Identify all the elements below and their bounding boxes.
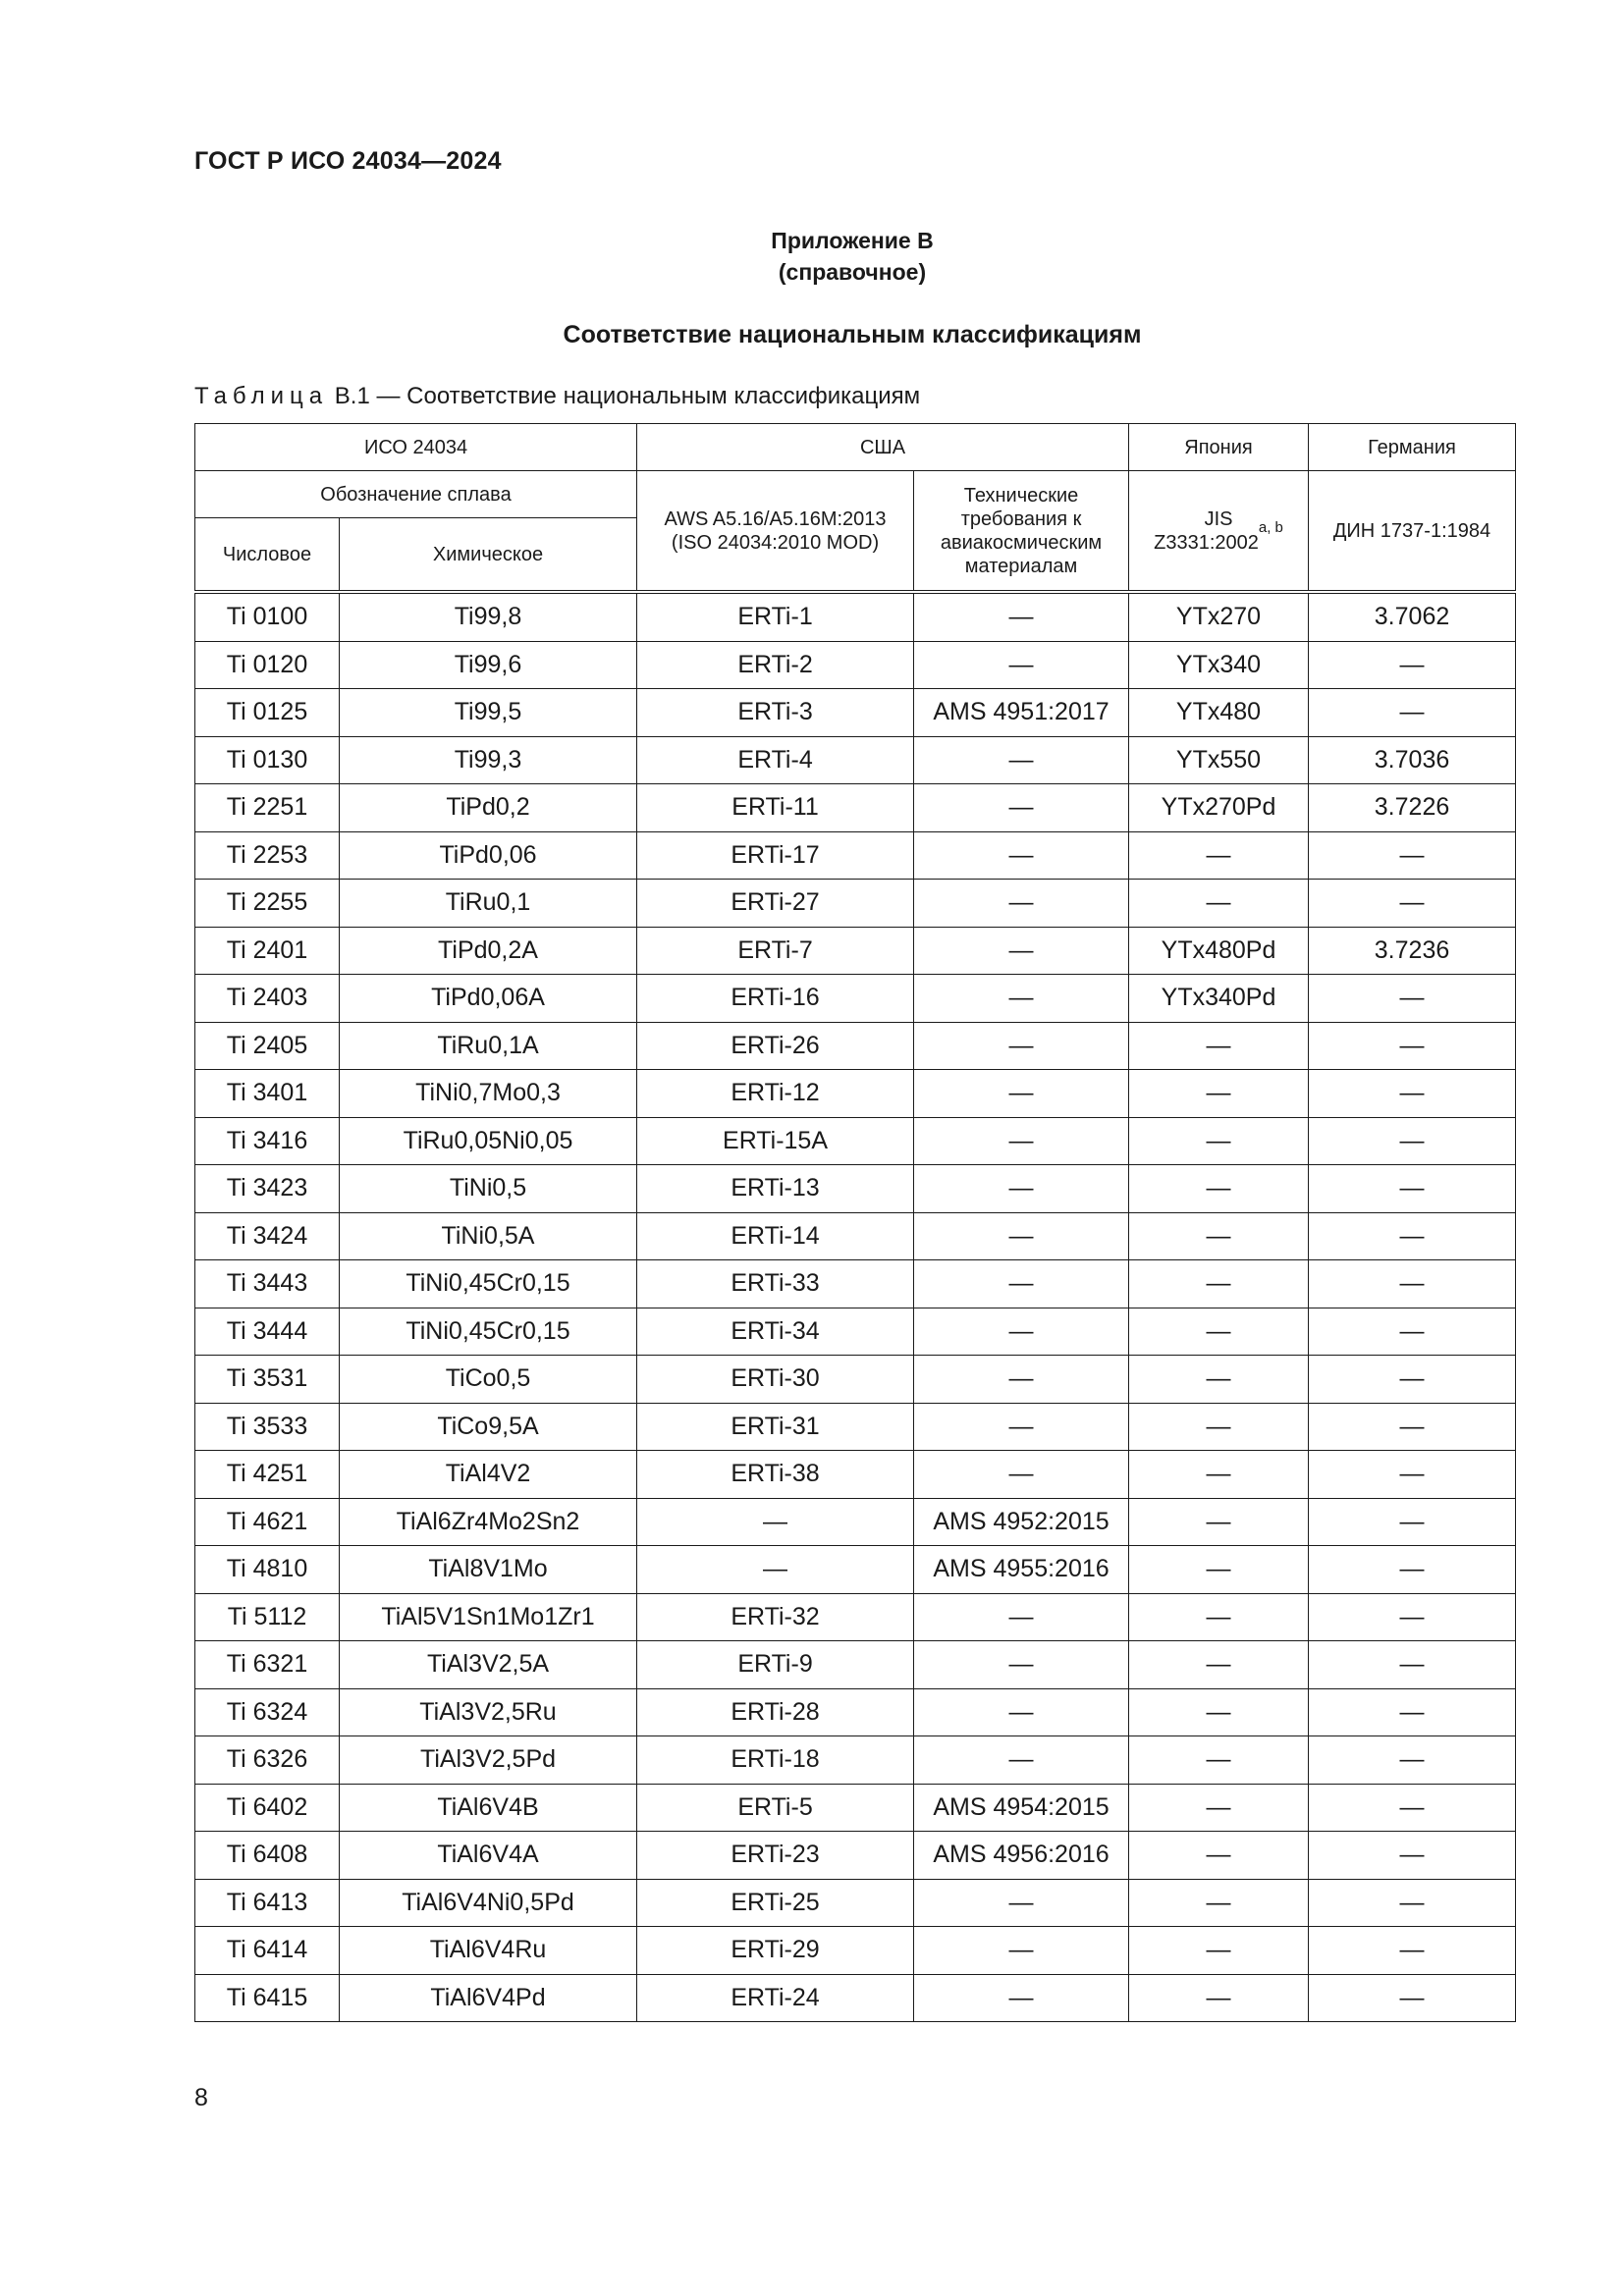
table-row [195,1117,1516,1165]
table-row [195,975,1516,1023]
chemical-designation-cell: Ti99,8 [340,592,637,641]
chemical-designation-cell: Ti99,6 [340,641,637,689]
ams-spec-cell: AMS 4951:2017 [914,689,1129,737]
table-row [195,1832,1516,1880]
ams-spec-cell: — [914,1308,1129,1356]
chemical-designation-cell: TiRu0,1A [340,1022,637,1070]
din-designation-cell: — [1309,641,1516,689]
ams-spec-cell: AMS 4955:2016 [914,1546,1129,1594]
chemical-designation-cell: TiPd0,06 [340,831,637,880]
table-row [195,831,1516,880]
table-row [195,736,1516,784]
numeric-designation-cell: Ti 2251 [195,784,340,832]
jis-designation-cell: — [1129,1832,1309,1880]
ams-spec-cell: — [914,1927,1129,1975]
table-row [195,1927,1516,1975]
annex-title: Приложение В [771,228,934,253]
aws-designation-cell: ERTi-16 [637,975,914,1023]
din-designation-cell: — [1309,1356,1516,1404]
jis-designation-cell: — [1129,1927,1309,1975]
ams-spec-cell: AMS 4952:2015 [914,1498,1129,1546]
table-row [195,1593,1516,1641]
aws-designation-cell: ERTi-11 [637,784,914,832]
chemical-designation-cell: TiNi0,5 [340,1165,637,1213]
numeric-designation-cell: Ti 3423 [195,1165,340,1213]
chemical-designation-cell: Ti99,3 [340,736,637,784]
numeric-designation-cell: Ti 6408 [195,1832,340,1880]
numeric-designation-cell: Ti 3424 [195,1212,340,1260]
din-designation-cell: — [1309,880,1516,928]
aws-designation-cell: ERTi-27 [637,880,914,928]
jis-designation-cell: — [1129,1498,1309,1546]
aws-designation-cell: ERTi-14 [637,1212,914,1260]
annex-type: (справочное) [778,259,927,285]
ams-spec-cell: — [914,1736,1129,1785]
jis-designation-cell: — [1129,1308,1309,1356]
ams-spec-cell: — [914,1117,1129,1165]
ams-spec-cell: AMS 4954:2015 [914,1784,1129,1832]
din-designation-cell: — [1309,1451,1516,1499]
aws-designation-cell: ERTi-30 [637,1356,914,1404]
ams-spec-cell: — [914,1070,1129,1118]
din-designation-cell: 3.7036 [1309,736,1516,784]
table-row [195,1641,1516,1689]
din-designation-cell: — [1309,831,1516,880]
chemical-designation-cell: TiAl6V4Ru [340,1927,637,1975]
header-japan: Япония [1129,424,1309,471]
ams-spec-cell: — [914,736,1129,784]
header-tech-line1: Технические [963,484,1079,507]
aws-designation-cell: ERTi-1 [637,592,914,641]
chemical-designation-cell: TiNi0,45Cr0,15 [340,1308,637,1356]
aws-designation-cell: ERTi-24 [637,1974,914,2022]
table-row [195,1022,1516,1070]
header-aws [637,471,914,593]
numeric-designation-cell: Ti 2403 [195,975,340,1023]
chemical-designation-cell: TiCo0,5 [340,1356,637,1404]
table-row [195,880,1516,928]
aws-designation-cell: ERTi-34 [637,1308,914,1356]
ams-spec-cell: — [914,1974,1129,2022]
jis-designation-cell: — [1129,1356,1309,1404]
table-row [195,927,1516,975]
jis-designation-cell: YTx340 [1129,641,1309,689]
aws-designation-cell: ERTi-9 [637,1641,914,1689]
numeric-designation-cell: Ti 2401 [195,927,340,975]
jis-designation-cell: — [1129,1165,1309,1213]
ams-spec-cell: — [914,1356,1129,1404]
jis-designation-cell: — [1129,1974,1309,2022]
numeric-designation-cell: Ti 3531 [195,1356,340,1404]
header-tech-line2: требования к [960,507,1082,530]
ams-spec-cell: — [914,1022,1129,1070]
header-iso: ИСО 24034 [195,424,637,471]
chemical-designation-cell: TiCo9,5A [340,1403,637,1451]
ams-spec-cell: — [914,1593,1129,1641]
ams-spec-cell: — [914,1688,1129,1736]
aws-designation-cell: ERTi-38 [637,1451,914,1499]
table-row [195,1736,1516,1785]
aws-designation-cell: ERTi-28 [637,1688,914,1736]
numeric-designation-cell: Ti 6413 [195,1879,340,1927]
chemical-designation-cell: TiAl6V4A [340,1832,637,1880]
table-row [195,689,1516,737]
aws-designation-cell: ERTi-31 [637,1403,914,1451]
document-id: ГОСТ Р ИСО 24034—2024 [194,147,502,175]
table-row [195,1356,1516,1404]
jis-designation-cell: — [1129,1260,1309,1308]
din-designation-cell: — [1309,1736,1516,1785]
chemical-designation-cell: TiAl3V2,5A [340,1641,637,1689]
header-germany: Германия [1309,424,1516,471]
jis-designation-cell: — [1129,1022,1309,1070]
ams-spec-cell: — [914,1641,1129,1689]
table-row [195,1260,1516,1308]
aws-designation-cell: ERTi-26 [637,1022,914,1070]
ams-spec-cell: — [914,1451,1129,1499]
jis-designation-cell: YTx480Pd [1129,927,1309,975]
ams-spec-cell: — [914,975,1129,1023]
numeric-designation-cell: Ti 6414 [195,1927,340,1975]
header-jis [1129,471,1309,593]
ams-spec-cell: — [914,880,1129,928]
numeric-designation-cell: Ti 0100 [195,592,340,641]
numeric-designation-cell: Ti 4621 [195,1498,340,1546]
aws-designation-cell: ERTi-29 [637,1927,914,1975]
numeric-designation-cell: Ti 6324 [195,1688,340,1736]
din-designation-cell: — [1309,1022,1516,1070]
page-number: 8 [194,2084,208,2111]
din-designation-cell: — [1309,1070,1516,1118]
numeric-designation-cell: Ti 2253 [195,831,340,880]
section-title: Соответствие национальным классификациям [563,321,1142,348]
din-designation-cell: 3.7236 [1309,927,1516,975]
jis-designation-cell: YTx480 [1129,689,1309,737]
aws-designation-cell: ERTi-18 [637,1736,914,1785]
aws-designation-cell: ERTi-23 [637,1832,914,1880]
table-row [195,1070,1516,1118]
table-row [195,641,1516,689]
aws-designation-cell: ERTi-13 [637,1165,914,1213]
din-designation-cell: — [1309,1927,1516,1975]
table-caption-number: В.1 [334,383,370,409]
din-designation-cell: — [1309,1879,1516,1927]
table-row [195,592,1516,641]
table-row [195,784,1516,832]
din-designation-cell: — [1309,1546,1516,1594]
table-row [195,1308,1516,1356]
aws-designation-cell: ERTi-3 [637,689,914,737]
aws-designation-cell: ERTi-25 [637,1879,914,1927]
numeric-designation-cell: Ti 3443 [195,1260,340,1308]
chemical-designation-cell: TiRu0,05Ni0,05 [340,1117,637,1165]
header-aws-line2: (ISO 24034:2010 MOD) [671,531,880,554]
jis-designation-cell: YTx340Pd [1129,975,1309,1023]
aws-designation-cell: ERTi-2 [637,641,914,689]
din-designation-cell: — [1309,1641,1516,1689]
din-designation-cell: — [1309,1784,1516,1832]
aws-designation-cell: ERTi-7 [637,927,914,975]
numeric-designation-cell: Ti 6326 [195,1736,340,1785]
ams-spec-cell: — [914,927,1129,975]
jis-designation-cell: — [1129,1688,1309,1736]
aws-designation-cell: ERTi-32 [637,1593,914,1641]
din-designation-cell: — [1309,689,1516,737]
table-row [195,1784,1516,1832]
table-row [195,1451,1516,1499]
numeric-designation-cell: Ti 0125 [195,689,340,737]
numeric-designation-cell: Ti 3444 [195,1308,340,1356]
ams-spec-cell: — [914,1403,1129,1451]
numeric-designation-cell: Ti 6321 [195,1641,340,1689]
chemical-designation-cell: TiAl3V2,5Ru [340,1688,637,1736]
din-designation-cell: — [1309,1498,1516,1546]
jis-designation-cell: YTx550 [1129,736,1309,784]
table-row [195,1546,1516,1594]
chemical-designation-cell: TiPd0,06A [340,975,637,1023]
classification-table [194,423,1516,2022]
chemical-designation-cell: TiNi0,45Cr0,15 [340,1260,637,1308]
chemical-designation-cell: TiAl4V2 [340,1451,637,1499]
numeric-designation-cell: Ti 5112 [195,1593,340,1641]
numeric-designation-cell: Ti 3533 [195,1403,340,1451]
numeric-designation-cell: Ti 0130 [195,736,340,784]
jis-designation-cell: — [1129,1070,1309,1118]
header-aws-line1: AWS A5.16/A5.16M:2013 [664,507,887,530]
din-designation-cell: — [1309,1212,1516,1260]
aws-designation-cell: ERTi-15A [637,1117,914,1165]
aws-designation-cell: ERTi-12 [637,1070,914,1118]
jis-designation-cell: — [1129,1403,1309,1451]
din-designation-cell: — [1309,1403,1516,1451]
ams-spec-cell: — [914,1879,1129,1927]
numeric-designation-cell: Ti 4251 [195,1451,340,1499]
table-row [195,1974,1516,2022]
ams-spec-cell: — [914,784,1129,832]
header-jis-footnote: a, b [1258,518,1283,536]
numeric-designation-cell: Ti 2255 [195,880,340,928]
din-designation-cell: — [1309,1117,1516,1165]
aws-designation-cell: ERTi-4 [637,736,914,784]
aws-designation-cell: ERTi-5 [637,1784,914,1832]
ams-spec-cell: AMS 4956:2016 [914,1832,1129,1880]
chemical-designation-cell: Ti99,5 [340,689,637,737]
chemical-designation-cell: TiPd0,2 [340,784,637,832]
table-caption [194,383,920,410]
jis-designation-cell: YTx270 [1129,592,1309,641]
header-tech-requirements [914,471,1129,593]
din-designation-cell: — [1309,1832,1516,1880]
header-alloy-designation: Обозначение сплава [195,471,637,518]
numeric-designation-cell: Ti 3401 [195,1070,340,1118]
jis-designation-cell: — [1129,1879,1309,1927]
numeric-designation-cell: Ti 2405 [195,1022,340,1070]
ams-spec-cell: — [914,1260,1129,1308]
table-row [195,1403,1516,1451]
jis-designation-cell: — [1129,1546,1309,1594]
chemical-designation-cell: TiPd0,2A [340,927,637,975]
din-designation-cell: — [1309,1308,1516,1356]
numeric-designation-cell: Ti 6415 [195,1974,340,2022]
din-designation-cell: — [1309,1593,1516,1641]
table-row [195,1688,1516,1736]
header-numeric: Числовое [195,518,340,593]
din-designation-cell: — [1309,1974,1516,2022]
table-row [195,1879,1516,1927]
din-designation-cell: — [1309,1165,1516,1213]
aws-designation-cell: ERTi-17 [637,831,914,880]
din-designation-cell: 3.7226 [1309,784,1516,832]
jis-designation-cell: YTx270Pd [1129,784,1309,832]
header-jis-line1: JIS [1204,507,1233,530]
jis-designation-cell: — [1129,1784,1309,1832]
header-din: ДИН 1737-1:1984 [1309,471,1516,593]
aws-designation-cell: — [637,1498,914,1546]
aws-designation-cell: — [637,1546,914,1594]
din-designation-cell: 3.7062 [1309,592,1516,641]
ams-spec-cell: — [914,831,1129,880]
numeric-designation-cell: Ti 4810 [195,1546,340,1594]
chemical-designation-cell: TiNi0,5A [340,1212,637,1260]
table-caption-prefix: Таблица [194,383,329,409]
din-designation-cell: — [1309,1260,1516,1308]
jis-designation-cell: — [1129,1212,1309,1260]
chemical-designation-cell: TiAl6V4Ni0,5Pd [340,1879,637,1927]
aws-designation-cell: ERTi-33 [637,1260,914,1308]
chemical-designation-cell: TiRu0,1 [340,880,637,928]
chemical-designation-cell: TiAl5V1Sn1Mo1Zr1 [340,1593,637,1641]
jis-designation-cell: — [1129,1593,1309,1641]
jis-designation-cell: — [1129,831,1309,880]
chemical-designation-cell: TiNi0,7Mo0,3 [340,1070,637,1118]
table-row [195,1165,1516,1213]
jis-designation-cell: — [1129,1736,1309,1785]
table-caption-text: — Соответствие национальным классификациям [376,383,921,409]
chemical-designation-cell: TiAl6V4Pd [340,1974,637,2022]
ams-spec-cell: — [914,1212,1129,1260]
jis-designation-cell: — [1129,1117,1309,1165]
ams-spec-cell: — [914,1165,1129,1213]
table-body [195,592,1516,2022]
numeric-designation-cell: Ti 6402 [195,1784,340,1832]
header-tech-line3: авиакосмическим [940,531,1103,554]
header-chemical: Химическое [340,518,637,593]
din-designation-cell: — [1309,1688,1516,1736]
chemical-designation-cell: TiAl6Zr4Mo2Sn2 [340,1498,637,1546]
chemical-designation-cell: TiAl3V2,5Pd [340,1736,637,1785]
chemical-designation-cell: TiAl8V1Mo [340,1546,637,1594]
header-tech-line4: материалам [964,555,1078,577]
numeric-designation-cell: Ti 0120 [195,641,340,689]
table-row [195,1498,1516,1546]
chemical-designation-cell: TiAl6V4B [340,1784,637,1832]
header-jis-line2: Z3331:2002 [1154,531,1259,554]
ams-spec-cell: — [914,592,1129,641]
ams-spec-cell: — [914,641,1129,689]
table-row [195,1212,1516,1260]
jis-designation-cell: — [1129,1641,1309,1689]
numeric-designation-cell: Ti 3416 [195,1117,340,1165]
din-designation-cell: — [1309,975,1516,1023]
jis-designation-cell: — [1129,880,1309,928]
header-usa: США [637,424,1129,471]
jis-designation-cell: — [1129,1451,1309,1499]
